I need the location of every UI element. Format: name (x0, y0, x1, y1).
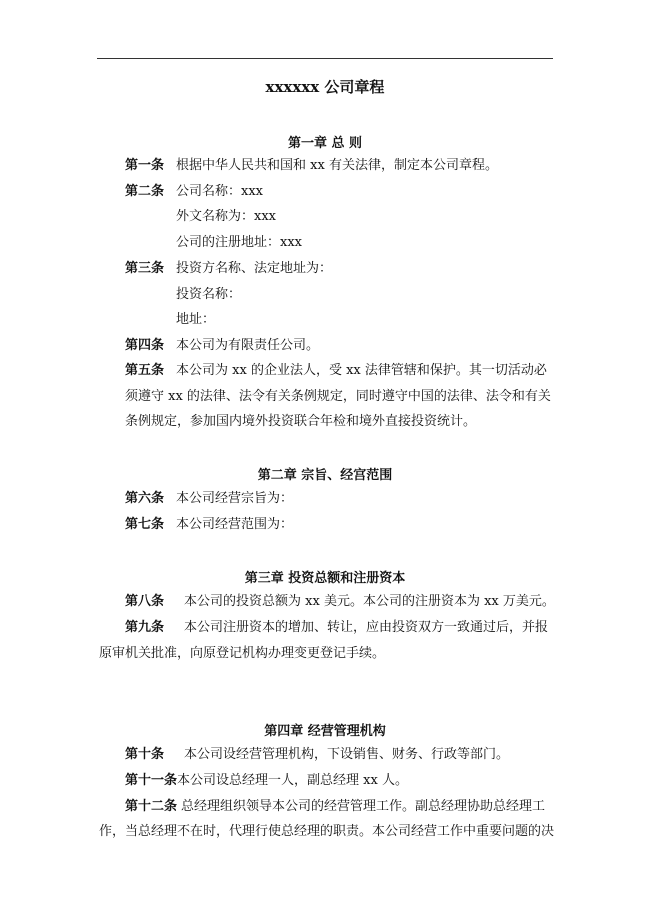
article-text-line: 条例规定，参加国内境外投资联合年检和境外直接投资统计。 (125, 414, 477, 429)
article-8 (125, 593, 555, 611)
article-text-line: 须遵守 xx 的法律、法令有关条例规定，同时遵守中国的法律、法令和有关 (125, 389, 551, 404)
article-label: 第五条 (125, 363, 165, 378)
article-11 (125, 772, 408, 790)
article-2 (125, 183, 263, 201)
article-text: 本公司注册资本的增加、转让，应由投资双方一致通过后，并报 (184, 620, 549, 635)
article-text: 本公司设经营管理机构，下设销售、财务、行政等部门。 (184, 747, 510, 762)
article-text-line: 原审机关批准，向原登记机构办理变更登记手续。 (99, 646, 386, 661)
article-text: 本公司经营宗旨为： (176, 491, 294, 506)
chapter-heading: 第四章 经营管理机构 (264, 724, 386, 739)
article-text: 公司名称：xxx (176, 184, 264, 199)
article-text: 本公司经营范围为： (176, 517, 294, 532)
article-label: 第九条 (125, 620, 165, 635)
article-label: 第六条 (125, 491, 165, 506)
chapter-heading: 第三章 投资总额和注册资本 (244, 571, 406, 586)
article-text: 本公司为有限责任公司。 (176, 338, 320, 353)
article-label: 第七条 (125, 517, 165, 532)
chapter-heading: 第一章 总 则 (287, 136, 363, 151)
article-label: 第八条 (125, 594, 165, 609)
article-1 (125, 157, 498, 175)
article-text-line: 外文名称为：xxx (176, 209, 276, 224)
article-text-line: 作，当总经理不在时，代理行使总经理的职责。本公司经营工作中重要问题的决 (99, 824, 555, 839)
article-text: 本公司为 xx 的企业法人，受 xx 法律管辖和保护。其一切活动必 (176, 363, 547, 378)
article-label: 第一条 (125, 158, 165, 173)
document-title: xxxxxx 公司章程 (265, 78, 385, 96)
article-text-line: 地址： (176, 312, 216, 327)
article-text: 总经理组织领导本公司的经营管理工作。副总经理协助总经理工 (181, 799, 546, 814)
article-label: 第二条 (125, 184, 165, 199)
article-text-line: 投资名称： (176, 287, 242, 302)
article-4 (125, 337, 319, 355)
article-text-line: 公司的注册地址：xxx (176, 235, 302, 250)
article-text: 根据中华人民共和国和 xx 有关法律，制定本公司章程。 (176, 158, 498, 173)
header-rule (97, 58, 553, 59)
chapter-heading: 第二章 宗旨、经宫范围 (257, 468, 393, 483)
article-text: 投资方名称、法定地址为： (176, 261, 333, 276)
article-text: 本公司设总经理一人，副总经理 xx 人。 (177, 773, 408, 788)
article-label: 第三条 (125, 261, 165, 276)
article-label: 第十二条 (125, 799, 178, 814)
article-10 (125, 746, 509, 764)
article-text: 本公司的投资总额为 xx 美元。本公司的注册资本为 xx 万美元。 (184, 594, 555, 609)
article-label: 第四条 (125, 338, 165, 353)
article-5 (125, 362, 547, 380)
article-12 (125, 798, 545, 816)
article-label: 第十一条 (125, 773, 178, 788)
article-6 (125, 490, 293, 508)
article-3 (125, 260, 332, 278)
article-label: 第十条 (125, 747, 165, 762)
article-9 (125, 619, 548, 637)
article-7 (125, 516, 293, 534)
